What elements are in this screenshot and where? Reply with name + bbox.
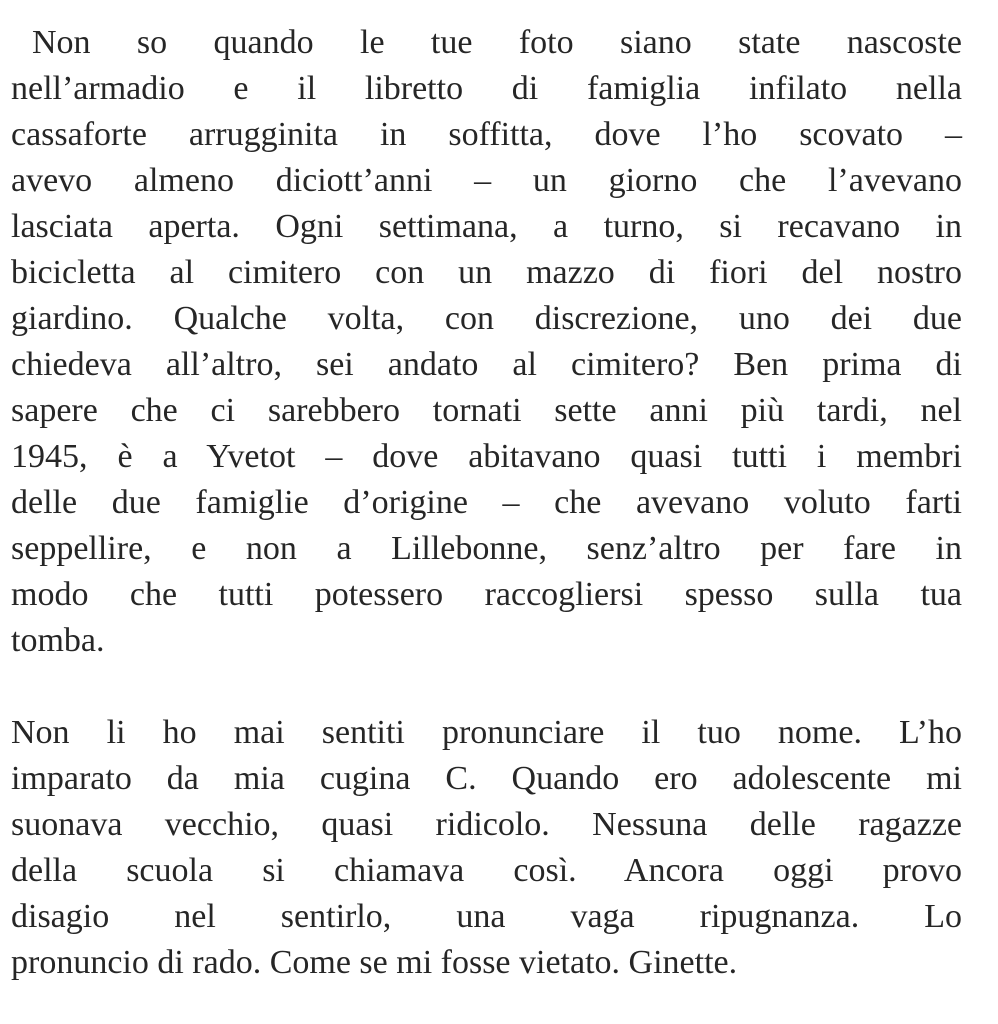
text-line: Non so quando le tue foto siano state nascoste bbox=[32, 24, 962, 61]
text-line: pronuncio di rado. Come se mi fosse vietato. Ginette. bbox=[11, 944, 738, 981]
text-line: Non li ho mai sentiti pronunciare il tuo nome. L’ho bbox=[11, 714, 962, 751]
paragraph-2 bbox=[11, 710, 962, 986]
text-line: seppellire, e non a Lillebonne, senz’altro per fare in bbox=[11, 530, 962, 567]
text-line: disagio nel sentirlo, una vaga ripugnanza. Lo bbox=[11, 898, 962, 935]
text-line: della scuola si chiamava così. Ancora oggi provo bbox=[11, 852, 962, 889]
text-line: cassaforte arrugginita in soffitta, dove l’ho scovato – bbox=[11, 116, 962, 153]
text-line: 1945, è a Yvetot – dove abitavano quasi tutti i membri bbox=[11, 438, 962, 475]
text-line: avevo almeno diciott’anni – un giorno che l’avevano bbox=[11, 162, 962, 199]
text-line: modo che tutti potessero raccogliersi spesso sulla tua bbox=[11, 576, 962, 613]
text-line: sapere che ci sarebbero tornati sette anni più tardi, nel bbox=[11, 392, 962, 429]
text-line: delle due famiglie d’origine – che avevano voluto farti bbox=[11, 484, 962, 521]
text-line: imparato da mia cugina C. Quando ero adolescente mi bbox=[11, 760, 962, 797]
text-line: suonava vecchio, quasi ridicolo. Nessuna delle ragazze bbox=[11, 806, 962, 843]
text-line: bicicletta al cimitero con un mazzo di fiori del nostro bbox=[11, 254, 962, 291]
text-line: tomba. bbox=[11, 622, 105, 659]
text-line: lasciata aperta. Ogni settimana, a turno, si recavano in bbox=[11, 208, 962, 245]
text-line: giardino. Qualche volta, con discrezione, uno dei due bbox=[11, 300, 962, 337]
text-line: nell’armadio e il libretto di famiglia infilato nella bbox=[11, 70, 962, 107]
text-line: chiedeva all’altro, sei andato al cimitero? Ben prima di bbox=[11, 346, 962, 383]
paragraph-1 bbox=[11, 20, 962, 664]
